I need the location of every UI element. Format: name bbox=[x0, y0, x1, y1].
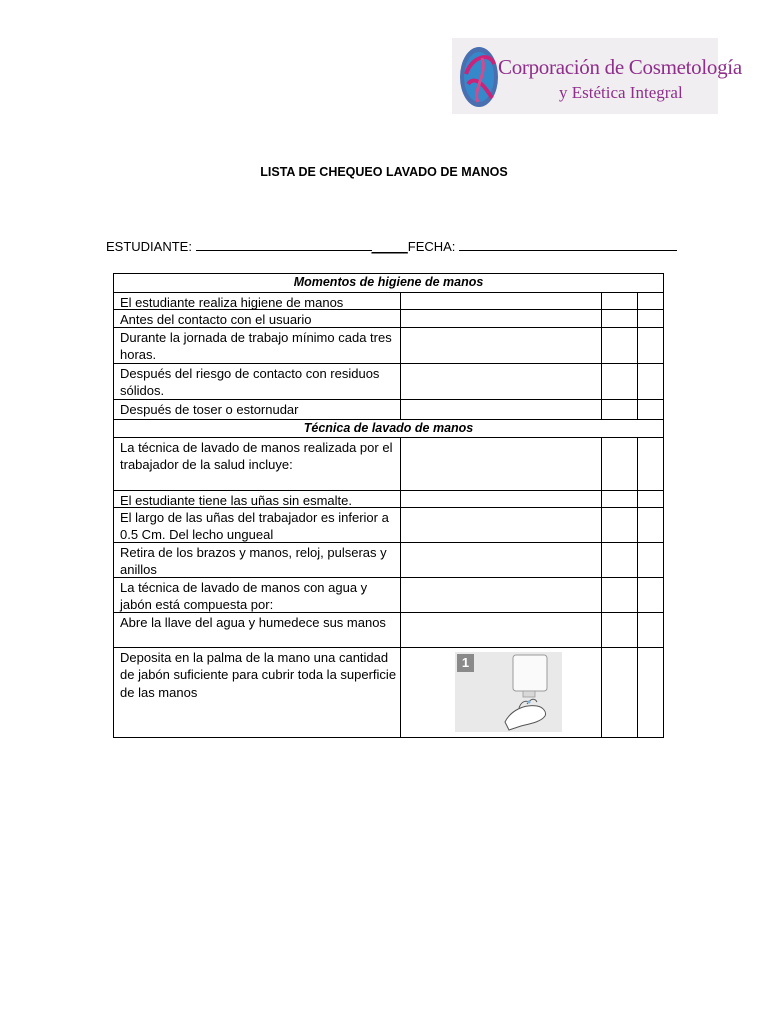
section-title: Momentos de higiene de manos bbox=[293, 275, 484, 289]
row-cell-check-1[interactable] bbox=[602, 491, 638, 507]
row-cell-check-2[interactable] bbox=[638, 293, 663, 309]
row-cell-check-2[interactable] bbox=[638, 613, 663, 647]
soap-dispenser-illustration bbox=[455, 652, 562, 732]
row-cell-check-2[interactable] bbox=[638, 400, 663, 419]
row-cell-check-1[interactable] bbox=[602, 293, 638, 309]
checklist-table bbox=[113, 273, 664, 738]
row-text: Durante la jornada de trabajo mínimo cada tres horas. bbox=[114, 328, 401, 363]
row-cell-observation[interactable] bbox=[401, 438, 602, 490]
row-cell-check-2[interactable] bbox=[638, 648, 663, 737]
row-cell-check-1[interactable] bbox=[602, 508, 638, 542]
row-text: El largo de las uñas del trabajador es inferior a 0.5 Cm. Del lecho ungueal bbox=[114, 508, 401, 542]
row-cell-check-2[interactable] bbox=[638, 438, 663, 490]
logo-emblem-icon bbox=[458, 44, 500, 110]
row-cell-check-2[interactable] bbox=[638, 508, 663, 542]
row-cell-observation[interactable] bbox=[401, 543, 602, 577]
section-header-technique bbox=[114, 420, 663, 438]
logo-title: Corporación de Cosmetología bbox=[498, 55, 742, 79]
row-cell-check-2[interactable] bbox=[638, 491, 663, 507]
section-title: Técnica de lavado de manos bbox=[303, 421, 474, 435]
table-row bbox=[114, 648, 663, 737]
table-row bbox=[114, 400, 663, 420]
logo-subtitle: y Estética Integral bbox=[559, 83, 683, 102]
student-gap: _____ bbox=[371, 239, 408, 254]
table-row bbox=[114, 310, 663, 328]
table-row bbox=[114, 293, 663, 310]
row-cell-check-1[interactable] bbox=[602, 400, 638, 419]
row-text: La técnica de lavado de manos realizada por el trabajador de la salud incluye: bbox=[114, 438, 401, 490]
student-line[interactable] bbox=[196, 238, 372, 251]
row-cell-observation[interactable] bbox=[401, 578, 602, 612]
row-cell-observation[interactable] bbox=[401, 293, 602, 309]
row-cell-observation[interactable] bbox=[401, 328, 602, 363]
row-cell-observation[interactable] bbox=[401, 310, 602, 327]
row-cell-check-1[interactable] bbox=[602, 578, 638, 612]
row-cell-observation[interactable] bbox=[401, 491, 602, 507]
section-header-moments bbox=[114, 274, 663, 293]
header-fields bbox=[106, 238, 677, 254]
row-text: Retira de los brazos y manos, reloj, pulseras y anillos bbox=[114, 543, 401, 577]
row-cell-check-1[interactable] bbox=[602, 364, 638, 399]
row-cell-check-1[interactable] bbox=[602, 613, 638, 647]
document-title: LISTA DE CHEQUEO LAVADO DE MANOS bbox=[260, 165, 508, 179]
date-line[interactable] bbox=[459, 238, 677, 251]
row-text: Antes del contacto con el usuario bbox=[114, 310, 401, 327]
row-cell-check-2[interactable] bbox=[638, 578, 663, 612]
row-text: Abre la llave del agua y humedece sus manos bbox=[114, 613, 401, 647]
row-cell-observation[interactable] bbox=[401, 613, 602, 647]
row-cell-check-2[interactable] bbox=[638, 543, 663, 577]
table-row bbox=[114, 578, 663, 613]
row-cell-observation[interactable] bbox=[401, 400, 602, 419]
row-cell-check-2[interactable] bbox=[638, 328, 663, 363]
row-cell-check-2[interactable] bbox=[638, 310, 663, 327]
table-row bbox=[114, 543, 663, 578]
table-row bbox=[114, 508, 663, 543]
logo bbox=[452, 38, 742, 114]
row-cell-check-1[interactable] bbox=[602, 310, 638, 327]
row-text: El estudiante realiza higiene de manos bbox=[114, 293, 401, 309]
row-cell-observation[interactable] bbox=[401, 508, 602, 542]
row-cell-observation[interactable] bbox=[401, 364, 602, 399]
row-cell-check-1[interactable] bbox=[602, 543, 638, 577]
row-cell-check-2[interactable] bbox=[638, 364, 663, 399]
student-label: ESTUDIANTE: bbox=[106, 239, 192, 254]
row-cell-check-1[interactable] bbox=[602, 328, 638, 363]
row-text: El estudiante tiene las uñas sin esmalte. bbox=[114, 491, 401, 507]
table-row bbox=[114, 438, 663, 491]
row-text: Después de toser o estornudar bbox=[114, 400, 401, 419]
date-label: FECHA: bbox=[407, 239, 456, 254]
row-cell-check-1[interactable] bbox=[602, 648, 638, 737]
table-row bbox=[114, 364, 663, 400]
row-text: Deposita en la palma de la mano una cantidad de jabón suficiente para cubrir toda la superficie de las manos bbox=[114, 648, 401, 737]
row-cell-check-1[interactable] bbox=[602, 438, 638, 490]
table-row bbox=[114, 328, 663, 364]
row-text: La técnica de lavado de manos con agua y jabón está compuesta por: bbox=[114, 578, 401, 612]
table-row bbox=[114, 613, 663, 648]
row-text: Después del riesgo de contacto con residuos sólidos. bbox=[114, 364, 401, 399]
step-number-badge: 1 bbox=[457, 654, 474, 672]
table-row bbox=[114, 491, 663, 508]
